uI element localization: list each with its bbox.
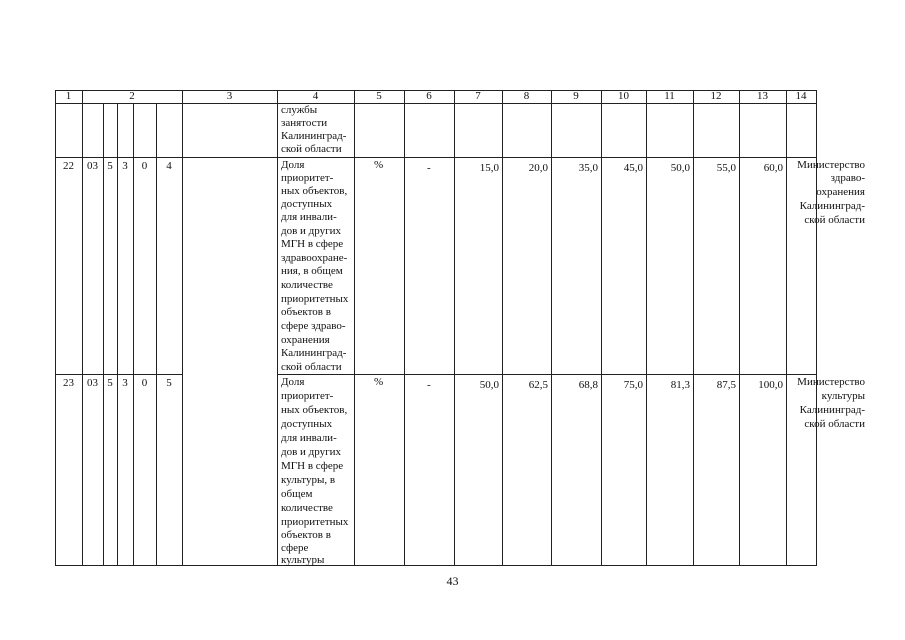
header-col-1: 1 xyxy=(65,90,72,102)
indicator-name-line: МГН в сфере xyxy=(281,238,344,250)
code-cell: 5 xyxy=(166,377,172,389)
header-bottom-border xyxy=(55,103,817,104)
indicator-name-line: приоритетных xyxy=(281,516,349,528)
header-col-10: 10 xyxy=(618,90,629,102)
indicator-name-line: Доля xyxy=(281,376,305,388)
indicator-name-line: дов и других xyxy=(281,446,342,458)
responsible-line: культуры xyxy=(821,390,865,402)
value-cell: 75,0 xyxy=(623,379,643,391)
code-cell: 0 xyxy=(141,377,148,389)
value-cell: 87,5 xyxy=(716,379,736,391)
indicator-name-line: количестве xyxy=(281,279,333,291)
responsible-line: Калининград- xyxy=(799,200,865,212)
indicator-name-line: объектов в xyxy=(281,306,331,318)
header-col-4: 4 xyxy=(312,90,319,102)
code-cell: 0 xyxy=(141,160,148,172)
code-cell: 03 xyxy=(87,377,98,389)
value-cell: 50,0 xyxy=(479,379,499,391)
header-col-8: 8 xyxy=(523,90,530,102)
continuation-col4-line: ской области xyxy=(281,143,342,155)
value-cell: 55,0 xyxy=(716,162,736,174)
continuation-col4-line: Калининград- xyxy=(281,130,347,142)
header-col-9: 9 xyxy=(573,90,579,102)
indicator-name-line: приоритет- xyxy=(281,390,334,402)
indicator-name-line: МГН в сфере xyxy=(281,460,344,472)
continuation-col4-line: занятости xyxy=(281,117,328,129)
indicator-name-line: ской области xyxy=(281,361,342,373)
header-col-2: 2 xyxy=(129,90,135,102)
responsible-line: Калининград- xyxy=(799,404,865,416)
responsible-line: Министерство xyxy=(797,376,865,388)
unit-cell: % xyxy=(374,376,384,388)
responsible-line: Министерство xyxy=(797,159,865,171)
value-cell: 50,0 xyxy=(670,162,690,174)
indicator-name-line: Калининград- xyxy=(281,347,347,359)
value-cell: 15,0 xyxy=(479,162,499,174)
col-border-4-5 xyxy=(354,90,355,566)
responsible-line: здраво- xyxy=(830,172,865,184)
header-col-5: 5 xyxy=(376,90,382,102)
value-cell: 81,3 xyxy=(670,379,690,391)
indicator-name-line: объектов в xyxy=(281,529,331,541)
indicator-name-line: здравоохране- xyxy=(281,252,348,264)
indicator-name-line: для инвали- xyxy=(281,211,337,223)
value-cell: 62,5 xyxy=(528,379,548,391)
header-col-12: 12 xyxy=(710,90,722,102)
code-cell: 03 xyxy=(87,160,98,172)
code-cell: 5 xyxy=(107,160,113,172)
indicator-name-line: Доля xyxy=(281,159,305,171)
value-cell: 35,0 xyxy=(578,162,598,174)
value-cell: 45,0 xyxy=(623,162,643,174)
col-border-3-4 xyxy=(277,90,278,566)
indicator-name-line: культуры, в xyxy=(281,474,336,486)
indicator-name-line: культуры xyxy=(281,554,325,566)
indicator-name-line: ных объектов, xyxy=(281,404,348,416)
code-cell: 3 xyxy=(122,377,128,389)
row-22-top-border xyxy=(55,157,817,158)
header-col-6: 6 xyxy=(426,90,432,102)
col-border-5-6 xyxy=(404,90,405,566)
header-col-11: 11 xyxy=(664,90,675,102)
indicator-name-line: сфере xyxy=(281,542,309,554)
responsible-line: ской области xyxy=(804,214,865,226)
indicator-name-line: приоритет- xyxy=(281,172,334,184)
responsible-line: охранения xyxy=(816,186,865,198)
indicator-name-line: дов и других xyxy=(281,225,342,237)
indicator-name-line: общем xyxy=(281,488,313,500)
table-bottom-border xyxy=(55,565,817,566)
page-number: 43 xyxy=(446,574,459,588)
continuation-col4-line: службы xyxy=(281,104,318,116)
header-col-7: 7 xyxy=(475,90,481,102)
indicator-name-line: доступных xyxy=(281,418,333,430)
value-cell: 60,0 xyxy=(763,162,783,174)
indicator-name-line: охранения xyxy=(281,334,330,346)
indicator-name-line: сфере здраво- xyxy=(281,320,346,332)
indicator-name-line: ных объектов, xyxy=(281,185,348,197)
value-cell: 68,8 xyxy=(578,379,598,391)
code-cell: 5 xyxy=(107,377,113,389)
row-23-top-border xyxy=(55,374,182,375)
code-cell: 4 xyxy=(166,160,172,172)
col6-cell: - xyxy=(427,379,431,391)
row-number: 22 xyxy=(63,160,74,172)
header-col-14: 14 xyxy=(795,90,807,102)
unit-cell: % xyxy=(374,159,384,171)
indicator-name-line: доступных xyxy=(281,198,333,210)
indicator-name-line: для инвали- xyxy=(281,432,337,444)
row-number: 23 xyxy=(63,377,74,389)
col-border-2-3 xyxy=(182,90,183,566)
value-cell: 100,0 xyxy=(758,379,783,391)
indicator-name-line: ния, в общем xyxy=(281,265,343,277)
indicator-name-line: приоритетных xyxy=(281,293,349,305)
col6-cell: - xyxy=(427,162,431,174)
value-cell: 20,0 xyxy=(528,162,548,174)
code-cell: 3 xyxy=(122,160,128,172)
row-23-top-border-right xyxy=(277,374,817,375)
responsible-line: ской области xyxy=(804,418,865,430)
header-col-13: 13 xyxy=(757,90,768,102)
indicator-name-line: количестве xyxy=(281,502,333,514)
header-col-3: 3 xyxy=(226,90,233,102)
